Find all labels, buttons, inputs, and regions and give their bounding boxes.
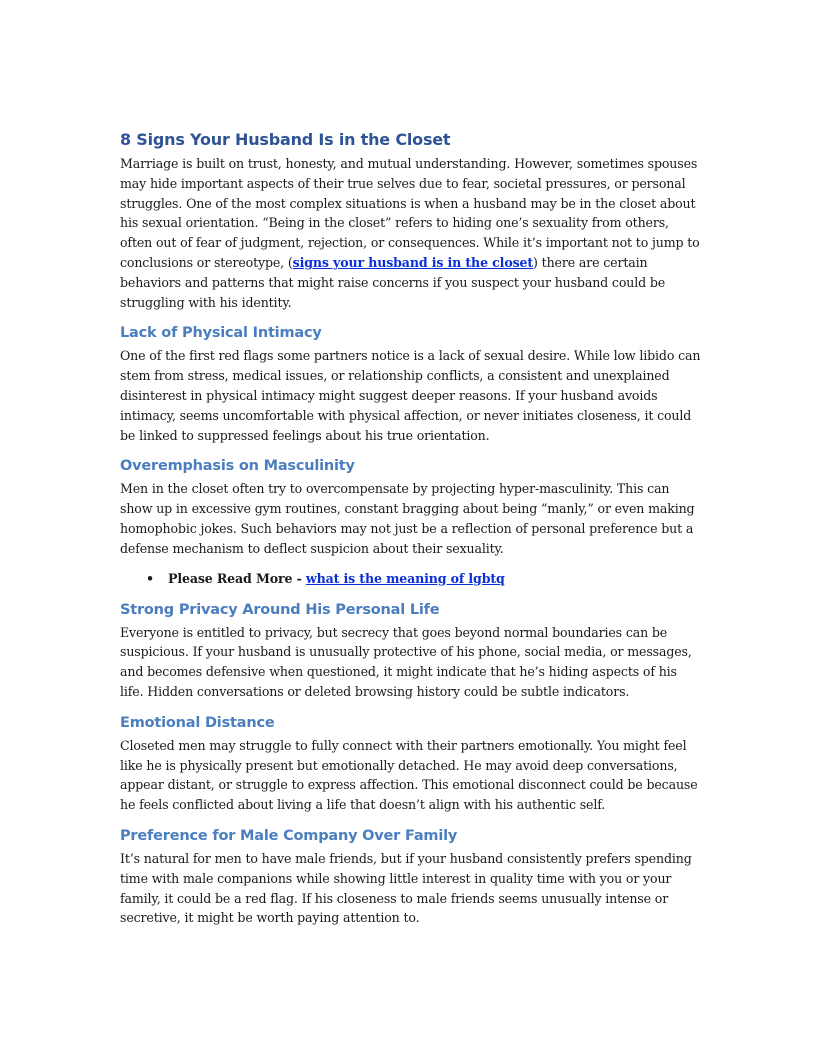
- read-more-item: [146, 569, 704, 589]
- section-heading-privacy: Strong Privacy Around His Personal Life: [120, 601, 440, 618]
- section-body-privacy: Everyone is entitled to privacy, but secrecy that goes beyond normal boundaries can be suspicious. If your husband is unusually protective of his phone, social media, or messages, and becomes defensive when questioned, it might indicate that he’s hiding aspects of his life. Hidden conversations or deleted browsing history could be subtle indicators.: [120, 624, 692, 699]
- section-body-physical-intimacy: One of the first red flags some partners notice is a lack of sexual desire. While low libido can stem from stress, medical issues, or relationship conflicts, a consistent and unexplained disinterest in physical intimacy might suggest deeper reasons. If your husband avoids intimacy, seems uncomfortable with physical affection, or never initiates closeness, it could be linked to suppressed feelings about his true orientation.: [120, 348, 701, 443]
- lgbtq-meaning-link[interactable]: what is the meaning of lgbtq: [305, 570, 505, 586]
- section-body-emotional-distance: Closeted men may struggle to fully connect with their partners emotionally. You might feel like he is physically present but emotionally detached. He may avoid deep conversations, appear distant, or struggle to express affection. This emotional disconnect could be because he feels conflicted about living a life that doesn’t align with his authentic self.: [120, 737, 698, 813]
- section-heading-masculinity: Overemphasis on Masculinity: [120, 458, 355, 475]
- document-title: 8 Signs Your Husband Is in the Closet: [120, 130, 451, 149]
- section-body-male-company: It’s natural for men to have male friends, but if your husband consistently prefers spending time with male companions while showing little interest in quality time with you or your family, it could be a red flag. If his closeness to male friends seems unusually intense or secretive, it might be worth paying attention to.: [120, 850, 692, 926]
- bullet-icon: •: [146, 570, 154, 586]
- read-more-label: Please Read More -: [168, 570, 306, 586]
- intro-paragraph: [120, 154, 704, 312]
- section-heading-physical-intimacy: Lack of Physical Intimacy: [120, 325, 322, 342]
- intro-text-after-link: ) there are certain behaviors and patterns that might raise concerns if you suspect your husband could be struggling with his identity.: [120, 254, 666, 310]
- read-more-list: [120, 569, 704, 589]
- section-heading-male-company: Preference for Male Company Over Family: [120, 827, 458, 844]
- section-body-masculinity: Men in the closet often try to overcompensate by projecting hyper-masculinity. This can show up in excessive gym routines, constant bragging about being “manly,” or even making homophobic jokes. Such behaviors may not just be a reflection of personal preference but a defense mechanism to deflect suspicion about their sexuality.: [120, 481, 695, 556]
- document-page: [120, 128, 704, 928]
- closet-signs-link[interactable]: signs your husband is in the closet: [292, 254, 534, 270]
- section-heading-emotional-distance: Emotional Distance: [120, 714, 275, 731]
- intro-text-before-link: Marriage is built on trust, honesty, and mutual understanding. However, sometimes spouses may hide important aspects of their true selves due to fear, societal pressures, or personal struggles. One of the most complex situations is when a husband may be in the closet about his sexual orientation. “Being in the closet” refers to hiding one’s sexuality from others, often out of fear of judgment, rejection, or consequences. While it’s important not to jump to conclusions or stereotype, (: [120, 156, 700, 270]
